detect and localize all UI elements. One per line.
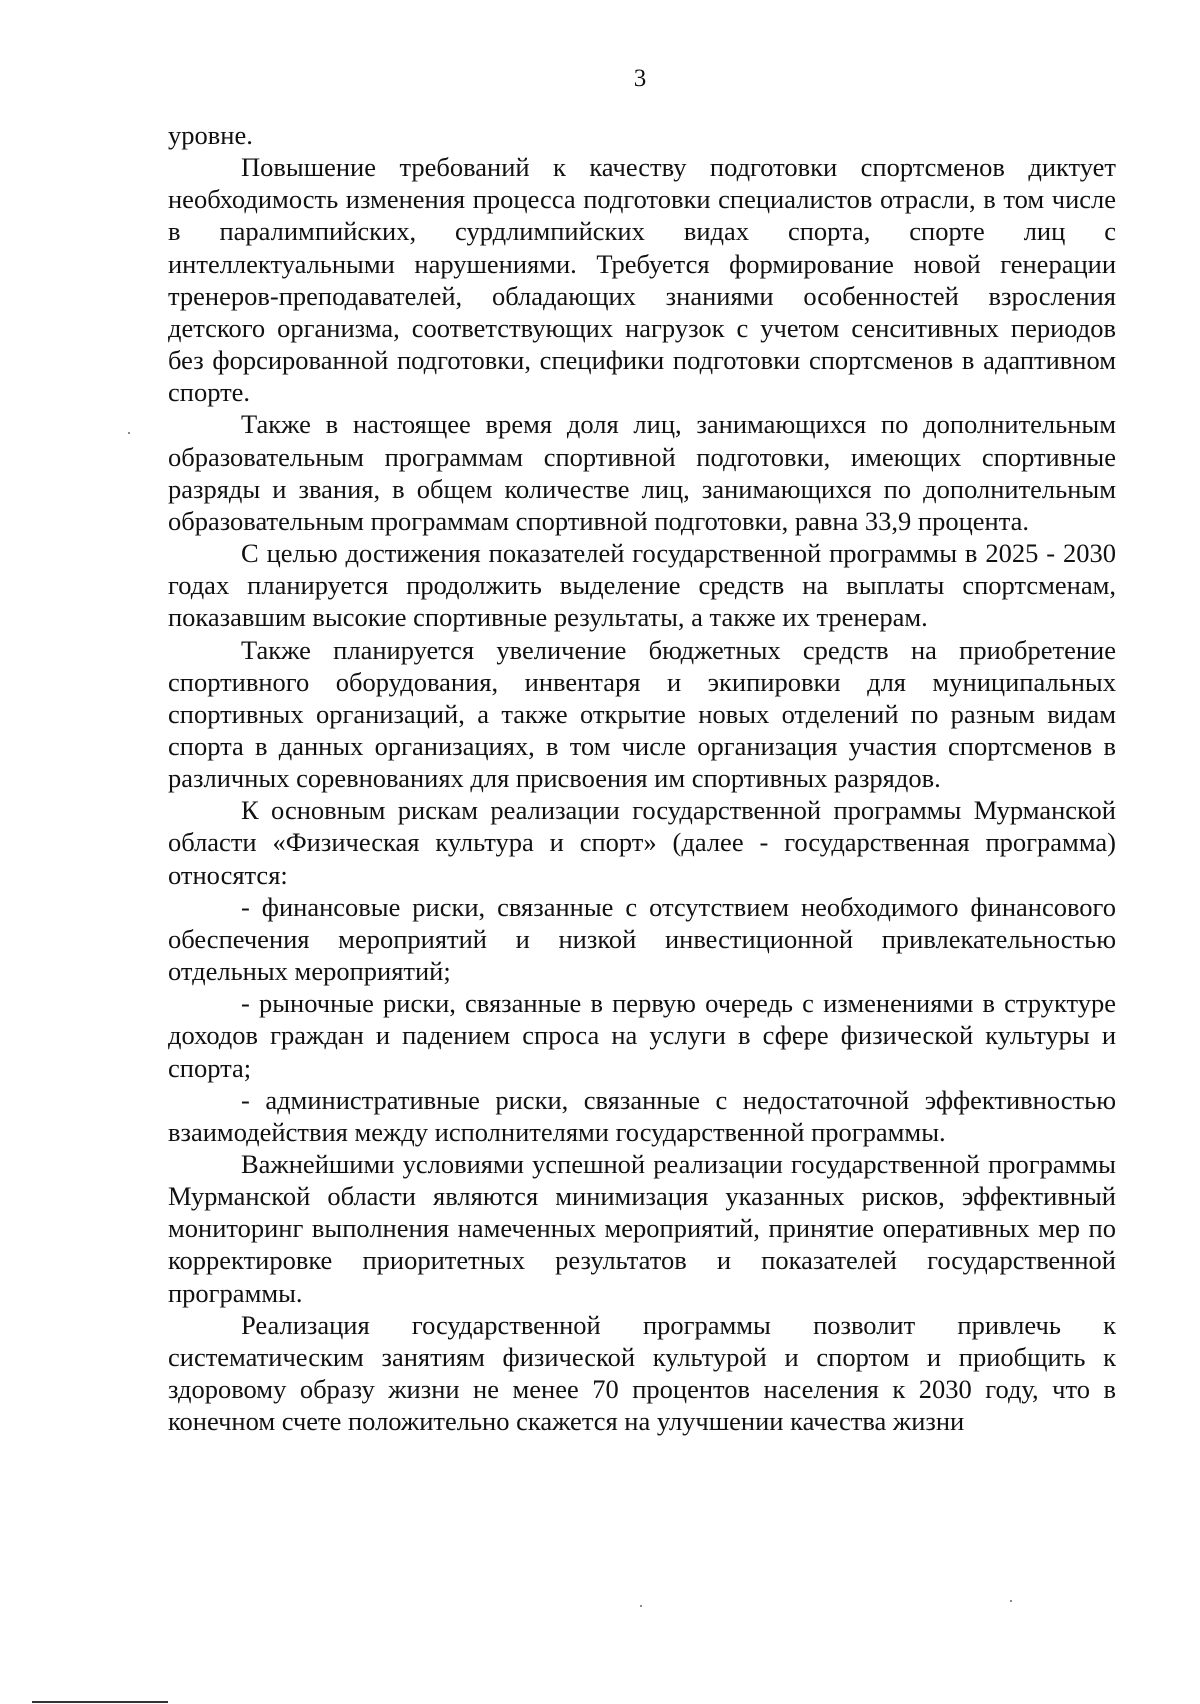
list-item-market-risks: - рыночные риски, связанные в первую очередь с изменениями в структуре доходов граждан и падением спроса на услуги в сфере физической культуры и спорта; xyxy=(168,988,1116,1083)
scan-speck xyxy=(640,1605,642,1607)
paragraph-training-requirements: Повышение требований к качеству подготовки спортсменов диктует необходимость изменения процесса подготовки специалистов отрасли, в том числе в паралимпийских, сурдлимпийских видах спорта, спорте лиц с интеллектуальными нарушениями. Требуется формирование новой генерации тренеров-преподавателей, обладающих знаниями особенностей взросления детского организма, соответствующих нагрузок с учетом сенситивных периодов без форсированной подготовки, специфики подготовки спортсменов в адаптивном спорте. xyxy=(168,152,1116,408)
paragraph-success-conditions: Важнейшими условиями успешной реализации государственной программы Мурманской области являются минимизация указанных рисков, эффективный мониторинг выполнения намеченных мероприятий, принятие оперативных мер по корректировке приоритетных результатов и показателей государственной программы. xyxy=(168,1149,1116,1308)
paragraph-payments-to-athletes: С целью достижения показателей государственной программы в 2025 - 2030 годах планируется продолжить выделение средств на выплаты спортсменам, показавшим высокие спортивные результаты, а также их тренерам. xyxy=(168,538,1116,633)
paragraph-program-outcome: Реализация государственной программы позволит привлечь к систематическим занятиям физической культурой и спортом и приобщить к здоровому образу жизни не менее 70 процентов населения к 2030 году, что в конечном счете положительно скажется на улучшении качества жизни xyxy=(168,1309,1116,1437)
scan-speck xyxy=(1010,1600,1012,1602)
document-body xyxy=(168,119,1116,1437)
paragraph-main-risks: К основным рискам реализации государственной программы Мурманской области «Физическая культура и спорт» (далее - государственная программа) относятся: xyxy=(168,795,1116,890)
page-number: 3 xyxy=(633,65,647,92)
paragraph-continuation: уровне. xyxy=(168,120,253,150)
paragraph-equipment-funding: Также планируется увеличение бюджетных средств на приобретение спортивного оборудования, инвентаря и экипировки для муниципальных спортивных организаций, а также открытие новых отделений по разным видам спорта в данных организациях, в том числе организация участия спортсменов в различных соревнованиях для присвоения им спортивных разрядов. xyxy=(168,634,1116,794)
paragraph-share-of-athletes: Также в настоящее время доля лиц, занимающихся по дополнительным образовательным программам спортивной подготовки, имеющих спортивные разряды и звания, в общем количестве лиц, занимающихся по дополнительным образовательным программам спортивной подготовки, равна 33,9 процента. xyxy=(168,409,1116,536)
list-item-administrative-risks: - административные риски, связанные с недостаточной эффективностью взаимодействия между исполнителями государственной программы. xyxy=(168,1084,1116,1147)
list-item-financial-risks: - финансовые риски, связанные с отсутствием необходимого финансового обеспечения мероприятий и низкой инвестиционной привлекательностью отдельных мероприятий; xyxy=(168,891,1116,987)
footer-rule xyxy=(32,1701,168,1703)
scan-speck xyxy=(128,432,130,434)
